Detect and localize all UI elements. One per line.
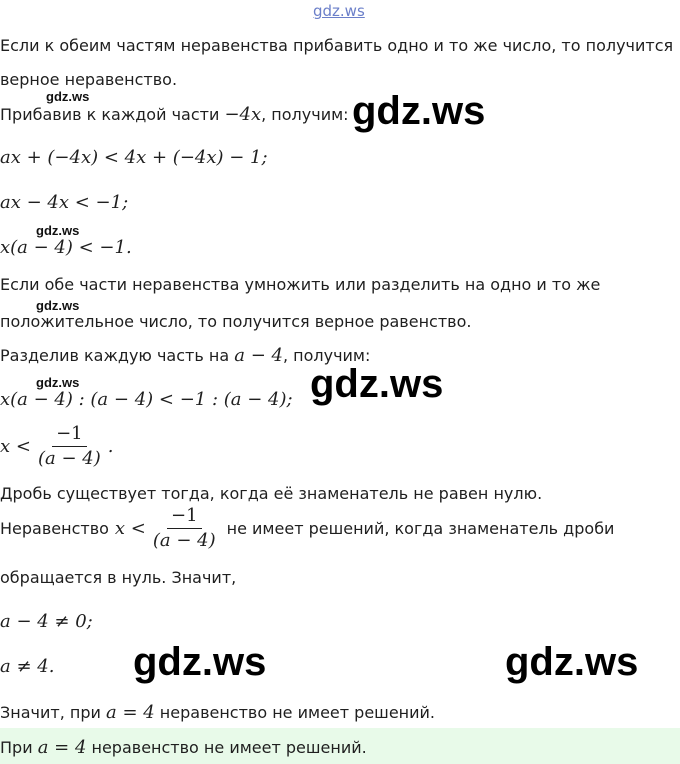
paragraph-2-text: Прибавив к каждой части [0,105,220,124]
answer-tail: неравенство не имеет решений. [91,738,367,757]
watermark-small: gdz.ws [36,298,80,313]
paragraph-1-line-2: верное неравенство. [0,70,178,89]
equation-5-tail: . [107,436,114,457]
equation-1: ax + (−4x) < 4x + (−4x) − 1; [0,147,268,168]
paragraph-6-numerator: −1 [167,506,202,529]
paragraph-7-text: Значит, при [0,703,101,722]
watermark-big: gdz.ws [310,362,444,406]
equation-4: x(a − 4) : (a − 4) < −1 : (a − 4); [0,389,293,410]
equation-5-fraction [34,424,105,469]
paragraph-5: Дробь существует тогда, когда её знаменатель не равен нулю. [0,484,543,503]
equation-6: a − 4 ≠ 0; [0,611,93,632]
paragraph-1-line-1: Если к обеим частям неравенства прибавить одно и то же число, то получится [0,36,674,55]
paragraph-3-line-1: Если обе части неравенства умножить или разделить на одно и то же [0,275,601,294]
paragraph-6-text: Неравенство [0,519,109,538]
watermark-small: gdz.ws [46,89,90,104]
watermark-small: gdz.ws [36,223,80,238]
equation-7: a ≠ 4. [0,656,55,677]
answer-text: При [0,738,33,757]
paragraph-7-tail: неравенство не имеет решений. [159,703,435,722]
paragraph-6 [0,506,614,551]
answer-math: a = 4 [37,737,87,758]
equation-5-lhs: x < [0,436,31,457]
answer-line [0,737,367,758]
equation-5 [0,424,113,469]
watermark-big: gdz.ws [505,640,639,684]
paragraph-3-line-2: положительное число, то получится верное равенство. [0,312,472,331]
paragraph-2-math: −4x [224,104,262,125]
paragraph-6-lhs: x < [114,518,146,539]
paragraph-4-text: Разделив каждую часть на [0,346,230,365]
watermark-top: gdz.ws [313,2,365,20]
paragraph-4-tail: , получим: [282,346,371,365]
paragraph-7 [0,702,435,723]
paragraph-6-line-2: обращается в нуль. Значит, [0,568,237,587]
equation-3: x(a − 4) < −1. [0,237,132,258]
paragraph-7-math: a = 4 [105,702,155,723]
paragraph-6-fraction [149,506,220,551]
equation-5-denominator: (a − 4) [37,448,101,469]
paragraph-2 [0,104,349,125]
watermark-small: gdz.ws [36,375,80,390]
paragraph-6-tail: не имеет решений, когда знаменатель дроби [226,519,615,538]
equation-5-numerator: −1 [52,424,87,447]
watermark-big: gdz.ws [133,640,267,684]
paragraph-4-math: a − 4 [234,345,283,366]
paragraph-6-denominator: (a − 4) [152,530,216,551]
paragraph-2-tail: , получим: [261,105,349,124]
equation-2: ax − 4x < −1; [0,192,129,213]
watermark-big: gdz.ws [352,89,486,133]
